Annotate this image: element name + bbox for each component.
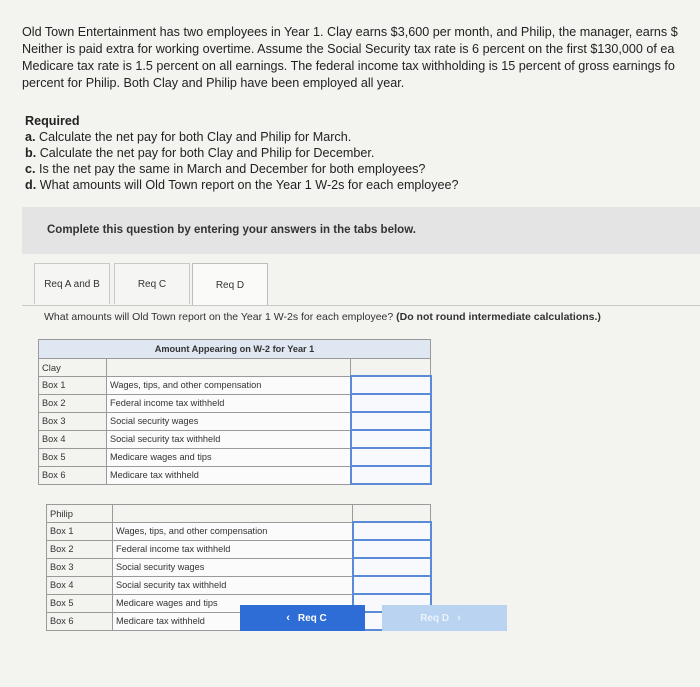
philip-box3-input[interactable] [357, 561, 427, 573]
clay-box1-input[interactable] [355, 379, 427, 391]
intro-line: Old Town Entertainment has two employees in Year 1. Clay earns $3,600 per month, and Philip, the manager, earns $ [22, 25, 678, 39]
clay-box4-input[interactable] [355, 433, 427, 445]
box-description: Federal income tax withheld [107, 394, 351, 412]
box-label: Box 6 [47, 612, 113, 630]
employee-name: Clay [39, 359, 107, 377]
next-req-d-button[interactable] [382, 605, 507, 631]
required-item: b. Calculate the net pay for both Clay and Philip for December. [25, 146, 375, 160]
box-label: Box 3 [47, 558, 113, 576]
table-row [47, 540, 431, 558]
table-row [39, 394, 431, 412]
intro-line: percent for Philip. Both Clay and Philip have been employed all year. [22, 76, 405, 90]
philip-w2-table [46, 504, 432, 631]
intro-line: Neither is paid extra for working overtime. Assume the Social Security tax rate is 6 percent on the first $130,000 of ea [22, 42, 675, 56]
problem-intro [22, 24, 700, 92]
philip-box4-input[interactable] [357, 579, 427, 591]
clay-box5-input[interactable] [355, 451, 427, 463]
box-description: Social security tax withheld [113, 576, 353, 594]
chevron-right-icon: › [457, 612, 461, 624]
table-row [47, 594, 431, 612]
clay-box3-input[interactable] [355, 415, 427, 427]
table-row [47, 576, 431, 594]
table-row [39, 466, 431, 484]
table-row [39, 448, 431, 466]
clay-w2-table [38, 339, 432, 485]
question-main: What amounts will Old Town report on the Year 1 W-2s for each employee? [44, 311, 394, 323]
instruction-text: Complete this question by entering your answers in the tabs below. [47, 224, 416, 236]
table-header: Amount Appearing on W-2 for Year 1 [39, 340, 431, 359]
box-description: Social security tax withheld [107, 430, 351, 448]
box-description: Medicare tax withheld [107, 466, 351, 484]
prev-button-label: Req C [297, 612, 327, 624]
required-item: c. Is the net pay the same in March and December for both employees? [25, 162, 426, 176]
table-row [39, 430, 431, 448]
box-label: Box 6 [39, 466, 107, 484]
box-description: Wages, tips, and other compensation [113, 522, 353, 540]
box-description: Federal income tax withheld [113, 540, 353, 558]
box-description: Social security wages [107, 412, 351, 430]
tab-req-c[interactable]: Req C [114, 263, 190, 304]
employee-name: Philip [47, 505, 113, 523]
question-note: (Do not round intermediate calculations.) [396, 311, 601, 323]
chevron-left-icon: ‹ [286, 612, 290, 624]
philip-box1-input[interactable] [357, 525, 427, 537]
table-row [47, 612, 431, 630]
tab-req-a-and-b[interactable]: Req A and B [34, 263, 110, 304]
box-label: Box 2 [47, 540, 113, 558]
required-item: d. What amounts will Old Town report on the Year 1 W-2s for each employee? [25, 178, 459, 192]
box-label: Box 1 [39, 376, 107, 394]
required-item: a. Calculate the net pay for both Clay and Philip for March. [25, 130, 352, 144]
tab-req-d[interactable]: Req D [192, 263, 268, 306]
box-description: Wages, tips, and other compensation [107, 376, 351, 394]
instruction-panel [22, 207, 700, 254]
required-title: Required [25, 114, 80, 128]
box-label: Box 1 [47, 522, 113, 540]
clay-box2-input[interactable] [355, 397, 427, 409]
box-label: Box 4 [39, 430, 107, 448]
required-section [25, 113, 459, 193]
question-text [44, 311, 601, 323]
table-row [39, 412, 431, 430]
table-row [47, 522, 431, 540]
intro-line: Medicare tax rate is 1.5 percent on all earnings. The federal income tax withholding is 15 percent of gross earnings fo [22, 59, 675, 73]
tab-divider [22, 305, 700, 306]
box-description: Medicare wages and tips [107, 448, 351, 466]
box-description: Medicare tax withheld [113, 612, 353, 630]
box-label: Box 5 [39, 448, 107, 466]
table-row [39, 376, 431, 394]
box-label: Box 2 [39, 394, 107, 412]
next-button-label: Req D [420, 612, 450, 624]
box-label: Box 3 [39, 412, 107, 430]
table-row [47, 558, 431, 576]
box-label: Box 5 [47, 594, 113, 612]
clay-box6-input[interactable] [355, 469, 427, 481]
philip-box2-input[interactable] [357, 543, 427, 555]
box-label: Box 4 [47, 576, 113, 594]
box-description: Medicare wages and tips [113, 594, 353, 612]
prev-req-c-button[interactable] [240, 605, 365, 631]
box-description: Social security wages [113, 558, 353, 576]
